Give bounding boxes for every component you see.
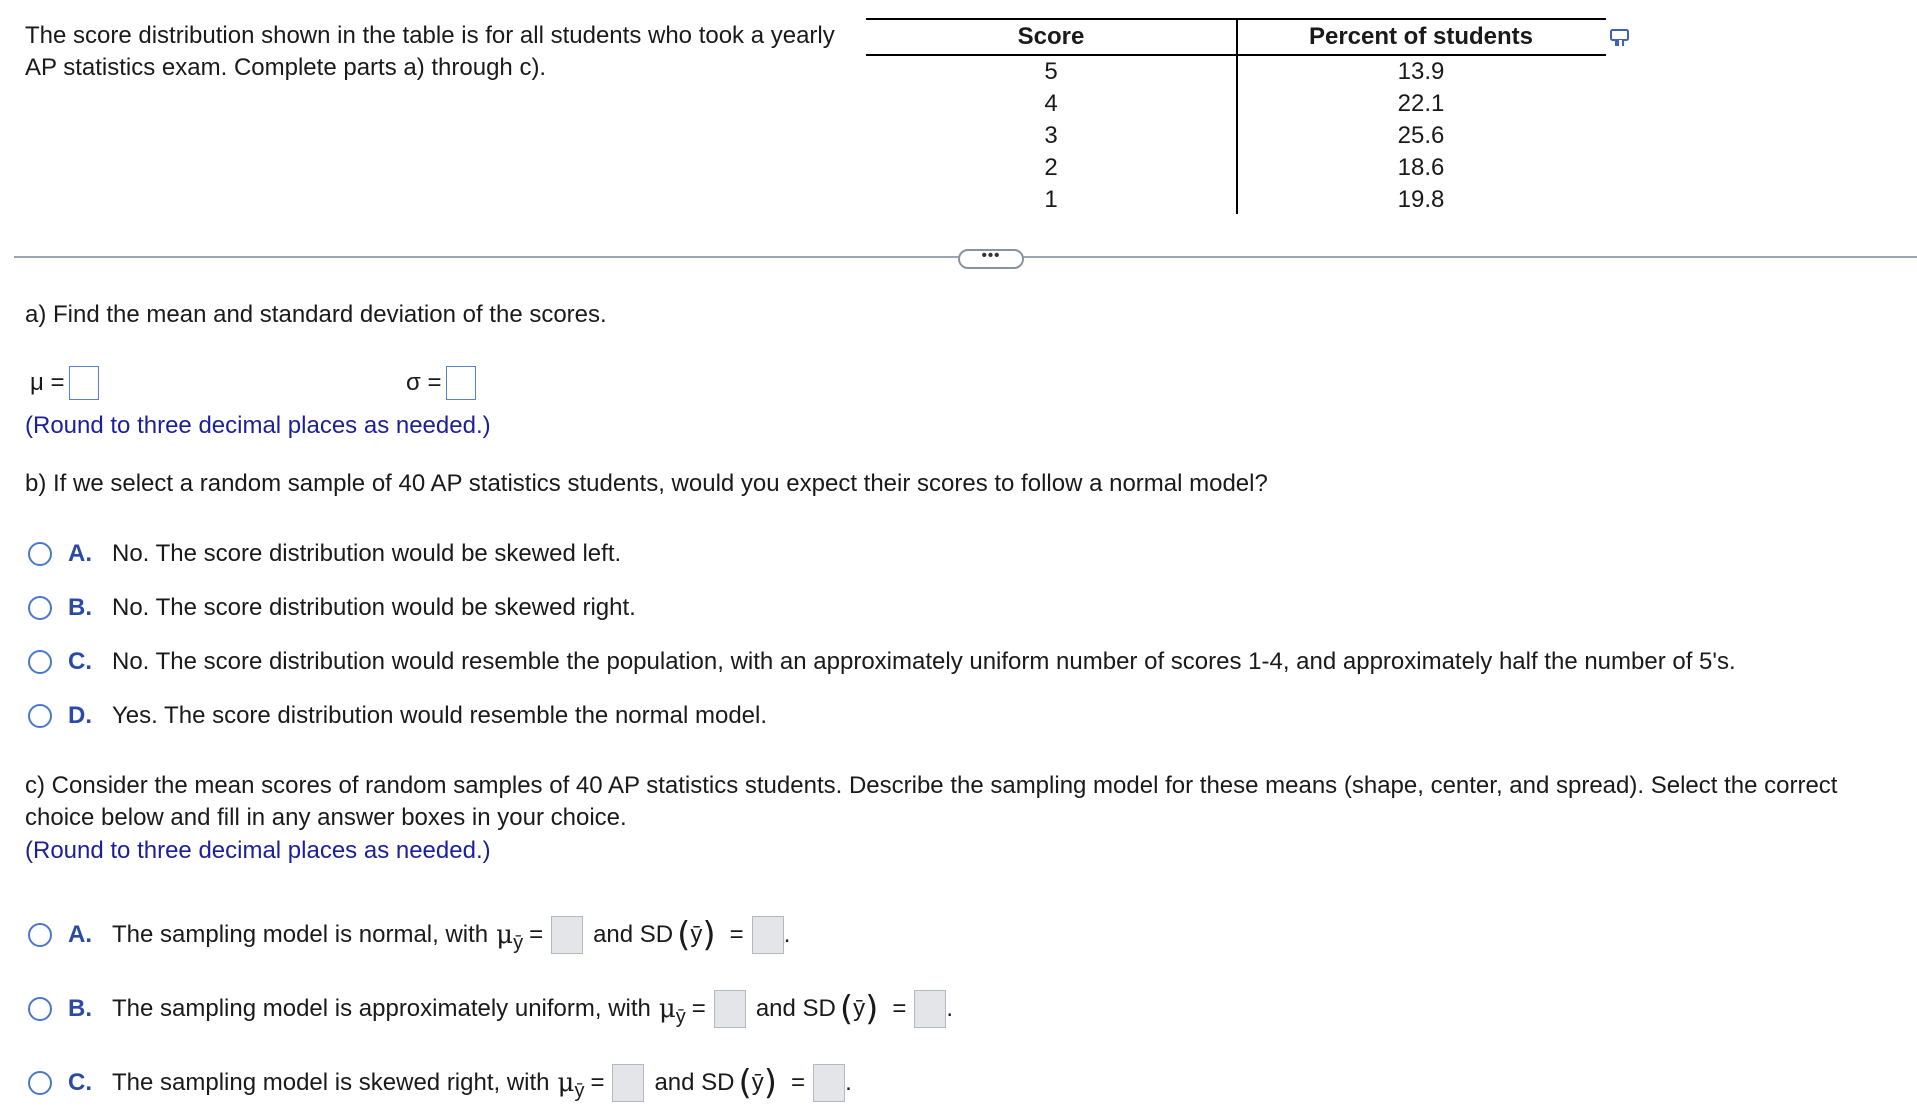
option-letter: A. — [68, 921, 92, 948]
radio-button[interactable] — [28, 1071, 52, 1095]
score-cell: 4 — [1044, 90, 1058, 117]
option-text: No. The score distribution would resemble the population, with an approximately uniform number of scores 1-4, and approximately half the number of 5's. — [112, 648, 1736, 675]
percent-cell: 25.6 — [1397, 122, 1445, 149]
open-paren: ( — [677, 915, 691, 955]
y-bar: ȳ — [853, 995, 866, 1022]
option-text: The sampling model is normal, with — [112, 921, 489, 948]
part-a-question: a) Find the mean and standard deviation of the scores. — [25, 301, 607, 328]
option-c-c[interactable] — [28, 1064, 852, 1102]
percent-cell: 13.9 — [1397, 58, 1445, 85]
mean-input[interactable] — [612, 1064, 644, 1102]
percent-cell: 22.1 — [1397, 90, 1445, 117]
percent-cell: 19.8 — [1397, 186, 1445, 213]
period: . — [783, 921, 791, 948]
option-letter: C. — [68, 1069, 92, 1096]
sd-input[interactable] — [914, 990, 946, 1028]
table-column-divider — [1236, 18, 1238, 214]
option-b-d[interactable] — [28, 700, 767, 732]
option-text: The sampling model is approximately uniform, with — [112, 995, 651, 1022]
option-b-a[interactable] — [28, 538, 621, 570]
header-score: Score — [1017, 23, 1085, 50]
option-letter: A. — [68, 540, 92, 567]
mu-subscript: ȳ — [574, 1080, 585, 1102]
sigma-label: σ = — [406, 369, 442, 396]
part-b-question: b) If we select a random sample of 40 AP statistics students, would you expect their scores to follow a normal model? — [25, 470, 1268, 497]
y-bar: ȳ — [751, 1069, 764, 1096]
equals-sign: = — [590, 1069, 605, 1096]
and-sd-label: and SD — [755, 995, 836, 1022]
option-letter: B. — [68, 995, 92, 1022]
expand-more-button[interactable]: ••• — [958, 249, 1024, 269]
y-bar: ȳ — [690, 921, 703, 948]
mu-symbol: μ — [557, 1068, 575, 1098]
close-paren: ) — [763, 1063, 778, 1103]
option-letter: D. — [68, 702, 92, 729]
option-c-b[interactable] — [28, 990, 953, 1028]
option-text: No. The score distribution would be skewed right. — [112, 594, 636, 621]
sigma-row — [406, 366, 476, 400]
period: . — [845, 1069, 852, 1096]
mu-symbol: μ — [496, 920, 514, 950]
mean-input[interactable] — [714, 990, 746, 1028]
sd-input[interactable] — [813, 1064, 845, 1102]
option-b-c[interactable] — [28, 646, 1736, 678]
score-cell: 3 — [1044, 122, 1058, 149]
radio-button[interactable] — [28, 650, 52, 674]
round-note-c: (Round to three decimal places as needed.) — [25, 837, 491, 864]
option-text: No. The score distribution would be skewed left. — [112, 540, 622, 567]
radio-button[interactable] — [28, 596, 52, 620]
problem-intro: The score distribution shown in the table is for all students who took a yearly AP statistics exam. Complete parts a) through c). — [25, 22, 835, 81]
and-sd-label: and SD — [654, 1069, 735, 1096]
radio-button[interactable] — [28, 997, 52, 1021]
mu-row — [30, 366, 99, 400]
round-note-a: (Round to three decimal places as needed.) — [25, 412, 491, 439]
mu-input[interactable] — [69, 366, 99, 400]
open-paren: ( — [839, 989, 854, 1029]
close-paren: ) — [702, 915, 716, 955]
score-cell: 2 — [1044, 154, 1058, 181]
open-paren: ( — [738, 1063, 752, 1103]
mu-label: μ = — [30, 369, 65, 396]
score-cell: 1 — [1044, 186, 1058, 213]
sd-input[interactable] — [752, 916, 784, 954]
close-paren: ) — [865, 989, 879, 1029]
mu-symbol: μ — [658, 994, 676, 1024]
radio-button[interactable] — [28, 542, 52, 566]
header-percent: Percent of students — [1308, 23, 1534, 50]
mu-subscript: ȳ — [675, 1006, 686, 1028]
equals-sign: = — [691, 995, 706, 1022]
equals-sign: = — [529, 921, 544, 948]
equals-sign: = — [791, 1069, 806, 1096]
radio-button[interactable] — [28, 704, 52, 728]
equals-sign: = — [729, 921, 744, 948]
sigma-input[interactable] — [446, 366, 476, 400]
period: . — [946, 995, 954, 1022]
option-letter: B. — [68, 594, 92, 621]
option-text: Yes. The score distribution would resemble the normal model. — [112, 702, 768, 729]
mean-input[interactable] — [551, 916, 583, 954]
score-cell: 5 — [1044, 58, 1058, 85]
copy-table-icon[interactable] — [1609, 27, 1631, 49]
and-sd-label: and SD — [593, 921, 674, 948]
radio-button[interactable] — [28, 923, 52, 947]
part-c-question: c) Consider the mean scores of random samples of 40 AP statistics students. Describe the sampling model for these means (shape, center, and spread). Select the correct choice below and fill in any answer boxes in your choice. — [25, 772, 1838, 831]
option-c-a[interactable] — [28, 916, 790, 954]
option-b-b[interactable] — [28, 592, 636, 624]
percent-cell: 18.6 — [1397, 154, 1445, 181]
mu-subscript: ȳ — [513, 932, 524, 954]
equals-sign: = — [892, 995, 907, 1022]
option-letter: C. — [68, 648, 92, 675]
option-text: The sampling model is skewed right, with — [112, 1069, 550, 1096]
